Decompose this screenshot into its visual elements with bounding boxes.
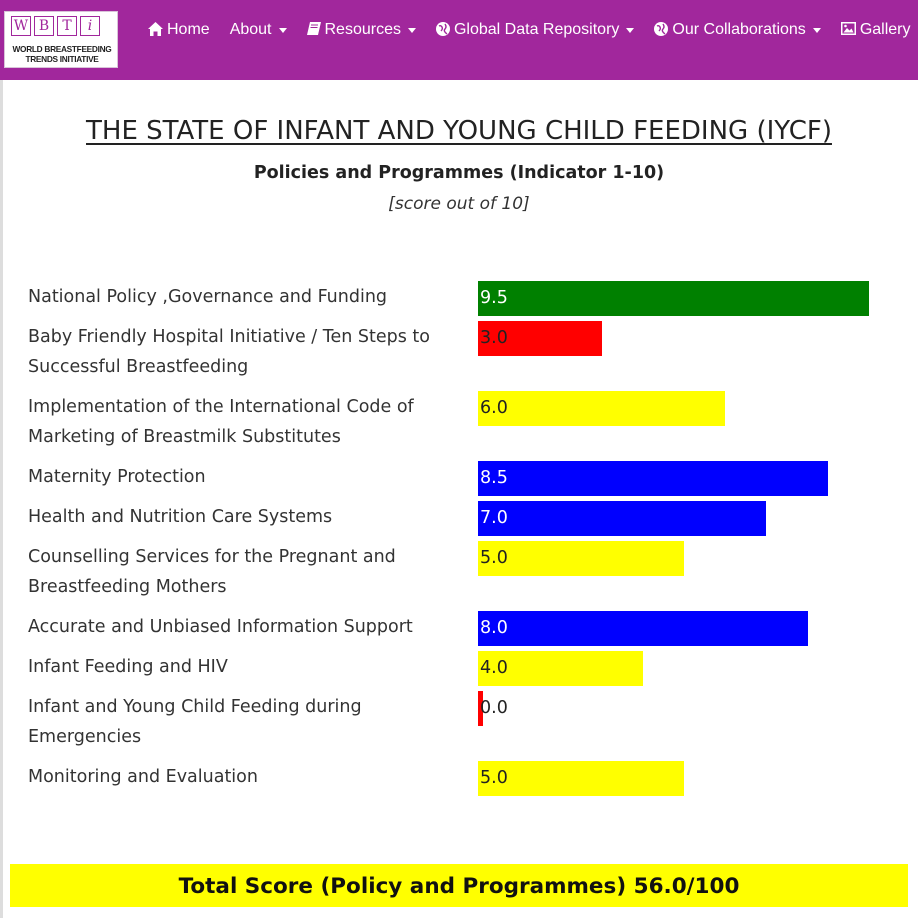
nav-item-label: Gallery bbox=[859, 21, 911, 38]
globe-icon bbox=[654, 22, 668, 39]
score-value: 0.0 bbox=[480, 698, 508, 718]
logo-letters bbox=[11, 16, 100, 36]
indicator-label-line: Implementation of the International Code of bbox=[28, 397, 414, 417]
score-value: 9.5 bbox=[480, 288, 508, 308]
score-value: 4.0 bbox=[480, 658, 508, 678]
indicator-label bbox=[28, 462, 458, 492]
score-value: 8.5 bbox=[480, 468, 508, 488]
indicator-label-line: Successful Breastfeeding bbox=[28, 357, 249, 377]
score-bar bbox=[478, 541, 684, 576]
indicator-label-line: Infant and Young Child Feeding during bbox=[28, 697, 362, 717]
nav-item-label: Global Data Repository bbox=[453, 21, 620, 38]
score-value: 7.0 bbox=[480, 508, 508, 528]
indicator-label bbox=[28, 762, 458, 792]
logo-letter: W bbox=[11, 16, 31, 36]
nav-item-about[interactable] bbox=[230, 21, 287, 39]
indicator-label-line: Breastfeeding Mothers bbox=[28, 577, 227, 597]
image-icon bbox=[841, 22, 856, 38]
indicator-label-line: Health and Nutrition Care Systems bbox=[28, 507, 333, 527]
indicator-label bbox=[28, 502, 458, 532]
indicator-label-line: Monitoring and Evaluation bbox=[28, 767, 258, 787]
caret-down-icon bbox=[813, 28, 821, 33]
indicator-label bbox=[28, 392, 458, 452]
score-bar bbox=[478, 281, 869, 316]
wbti-logo[interactable] bbox=[4, 11, 118, 68]
indicator-label-line: Maternity Protection bbox=[28, 467, 206, 487]
caret-down-icon bbox=[626, 28, 634, 33]
score-value: 5.0 bbox=[480, 768, 508, 788]
score-value: 8.0 bbox=[480, 618, 508, 638]
indicator-label bbox=[28, 652, 458, 682]
indicator-label-line: Marketing of Breastmilk Substitutes bbox=[28, 427, 341, 447]
indicator-label bbox=[28, 282, 458, 312]
logo-caption-line: TRENDS INITIATIVE bbox=[25, 54, 99, 64]
score-value: 5.0 bbox=[480, 548, 508, 568]
indicator-label bbox=[28, 612, 458, 642]
score-bar bbox=[478, 461, 828, 496]
indicator-label-line: Baby Friendly Hospital Initiative / Ten Steps to bbox=[28, 327, 430, 347]
nav-item-resources[interactable] bbox=[307, 21, 416, 39]
page-subtitle: Policies and Programmes (Indicator 1-10) bbox=[253, 163, 665, 183]
logo-caption bbox=[7, 44, 117, 64]
indicator-label bbox=[28, 542, 458, 602]
book-icon bbox=[307, 22, 321, 38]
nav-item-home[interactable] bbox=[148, 21, 210, 39]
logo-letter: i bbox=[80, 16, 100, 36]
indicator-label bbox=[28, 692, 458, 752]
page-title: THE STATE OF INFANT AND YOUNG CHILD FEEDING (IYCF) bbox=[86, 116, 832, 146]
nav-item-our-collaborations[interactable] bbox=[654, 21, 820, 39]
indicator-label-line: Counselling Services for the Pregnant and bbox=[28, 547, 396, 567]
indicator-label-line: National Policy ,Governance and Funding bbox=[28, 287, 388, 307]
caret-down-icon bbox=[279, 28, 287, 33]
indicator-label-line: Emergencies bbox=[28, 727, 142, 747]
nav-menu bbox=[148, 0, 918, 60]
nav-item-label: About bbox=[229, 21, 272, 38]
score-bar bbox=[478, 391, 725, 426]
score-value: 6.0 bbox=[480, 398, 508, 418]
score-bar bbox=[478, 761, 684, 796]
score-bar bbox=[478, 501, 766, 536]
nav-item-gallery[interactable] bbox=[841, 21, 918, 39]
logo-caption-line: WORLD BREASTFEEDING bbox=[12, 44, 112, 54]
score-bar bbox=[478, 611, 808, 646]
caret-down-icon bbox=[408, 28, 416, 33]
indicator-label-line: Infant Feeding and HIV bbox=[28, 657, 228, 677]
nav-item-global-data-repository[interactable] bbox=[436, 21, 634, 39]
nav-item-label: Home bbox=[167, 21, 210, 38]
logo-letter: B bbox=[34, 16, 54, 36]
indicator-label-line: Accurate and Unbiased Information Support bbox=[28, 617, 413, 637]
top-navbar bbox=[0, 0, 918, 80]
indicator-label bbox=[28, 322, 458, 382]
total-score: Total Score (Policy and Programmes) 56.0/100 bbox=[10, 864, 908, 907]
score-value: 3.0 bbox=[480, 328, 508, 348]
logo-letter: T bbox=[57, 16, 77, 36]
nav-item-label: Our Collaborations bbox=[672, 21, 806, 38]
score-note: [score out of 10] bbox=[388, 194, 530, 214]
home-icon bbox=[148, 22, 163, 39]
globe-icon bbox=[436, 22, 450, 39]
nav-item-label: Resources bbox=[324, 21, 401, 38]
